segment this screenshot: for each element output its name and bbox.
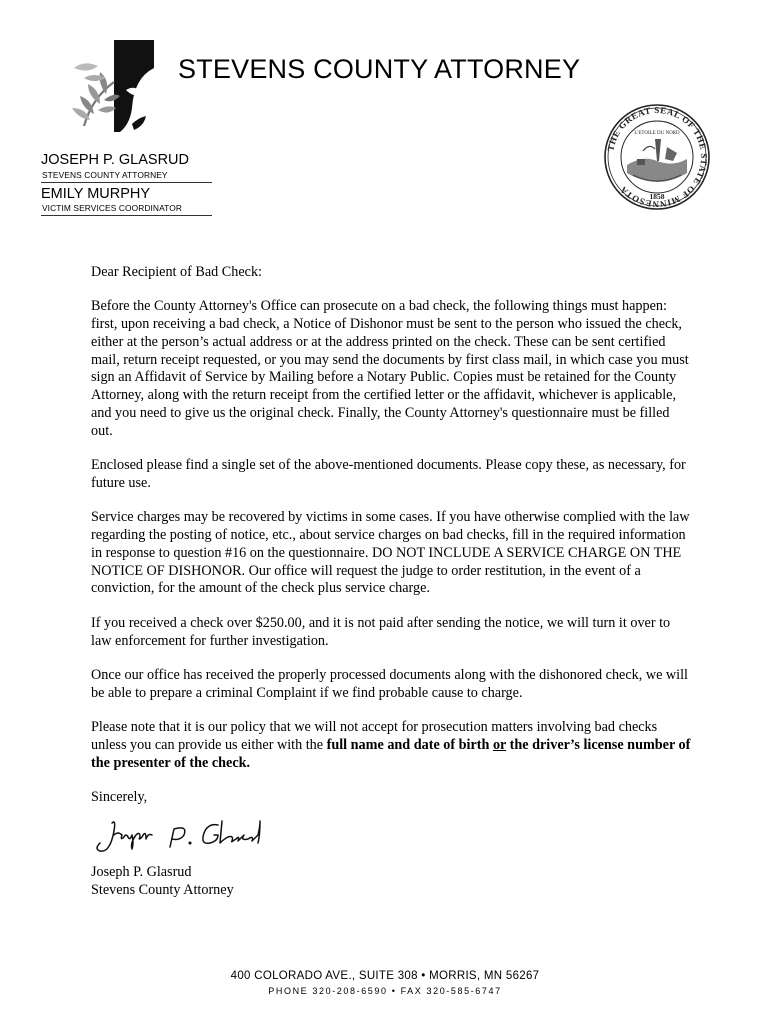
svg-text:1858: 1858 — [649, 192, 665, 201]
closing: Sincerely, — [91, 788, 148, 805]
coordinator-name: EMILY MURPHY — [41, 186, 151, 202]
staff-divider — [41, 182, 212, 183]
signer-title: Stevens County Attorney — [91, 881, 234, 898]
footer-address: 400 COLORADO AVE., SUITE 308 • MORRIS, MN 56267 — [230, 970, 540, 982]
footer-phone-fax: PHONE 320-208-6590 • FAX 320-585-6747 — [268, 986, 502, 996]
coordinator-title: VICTIM SERVICES COORDINATOR — [42, 203, 182, 213]
svg-text:L'ETOILE DU NORD: L'ETOILE DU NORD — [634, 131, 680, 136]
salutation: Dear Recipient of Bad Check: — [91, 264, 262, 280]
staff-divider — [41, 215, 212, 216]
letter-body — [91, 264, 691, 823]
svg-text:THE GREAT SEAL OF THE STATE OF: THE GREAT SEAL OF THE STATE OF MINNESOTA — [605, 104, 710, 210]
signer-name: Joseph P. Glasrud — [91, 864, 192, 880]
policy-text: Please note that it is our policy that we will not accept for prosecution matters involving bad checks unless you can provide us either with the — [91, 718, 658, 753]
policy-bold-1: full name and date of birth — [326, 736, 493, 753]
attorney-name: JOSEPH P. GLASRUD — [41, 152, 190, 168]
paragraph-1: Before the County Attorney's Office can prosecute on a bad check, the following things must happen: first, upon receiving a bad check, a Notice of Dishonor must be sent to the person who issued the check, either at the person’s actual address or at the address printed on the check. These can be sent certified mail, return receipt requested, or you may send the documents by first class mail, in which case you must sign an Affidavit of Service by Mailing before a Notary Public. Copies must be retained for the County Attorney, along with the return receipt from the certified letter or the affidavit, whichever is applicable, and you need to give us the original check. Finally, the County Attorney's questionnaire must be filled out. — [91, 298, 689, 439]
county-logo-icon — [64, 38, 164, 138]
policy-bold-2: the driver’s license number of the presenter of the check. — [91, 736, 691, 771]
signature-block — [91, 864, 234, 900]
policy-bold-or: or — [492, 736, 507, 753]
paragraph-6 — [91, 719, 691, 772]
paragraph-2: Enclosed please find a single set of the above-mentioned documents. Please copy these, as necessary, for future use. — [91, 457, 686, 491]
paragraph-4: If you received a check over $250.00, and it is not paid after sending the notice, we will turn it over to law enforcement for further investigation. — [91, 614, 671, 649]
signature — [92, 813, 272, 863]
paragraph-5: Once our office has received the properly processed documents along with the dishonored check, we will be able to prepare a criminal Complaint if we find probable cause to charge. — [91, 666, 688, 701]
minnesota-state-seal-icon — [603, 103, 711, 211]
paragraph-3: Service charges may be recovered by victims in some cases. If you have otherwise complied with the law regarding the posting of notice, etc., about service charges on bad checks, fill in the required information in response to question #16 on the questionnaire. DO NOT INCLUDE A SERVICE CHARGE ON THE NOTICE OF DISHONOR. Our office will request the judge to order restitution, in the event of a conviction, for the amount of the check plus service charge. — [91, 509, 690, 597]
attorney-title: STEVENS COUNTY ATTORNEY — [42, 170, 168, 180]
office-title: STEVENS COUNTY ATTORNEY — [178, 54, 581, 84]
